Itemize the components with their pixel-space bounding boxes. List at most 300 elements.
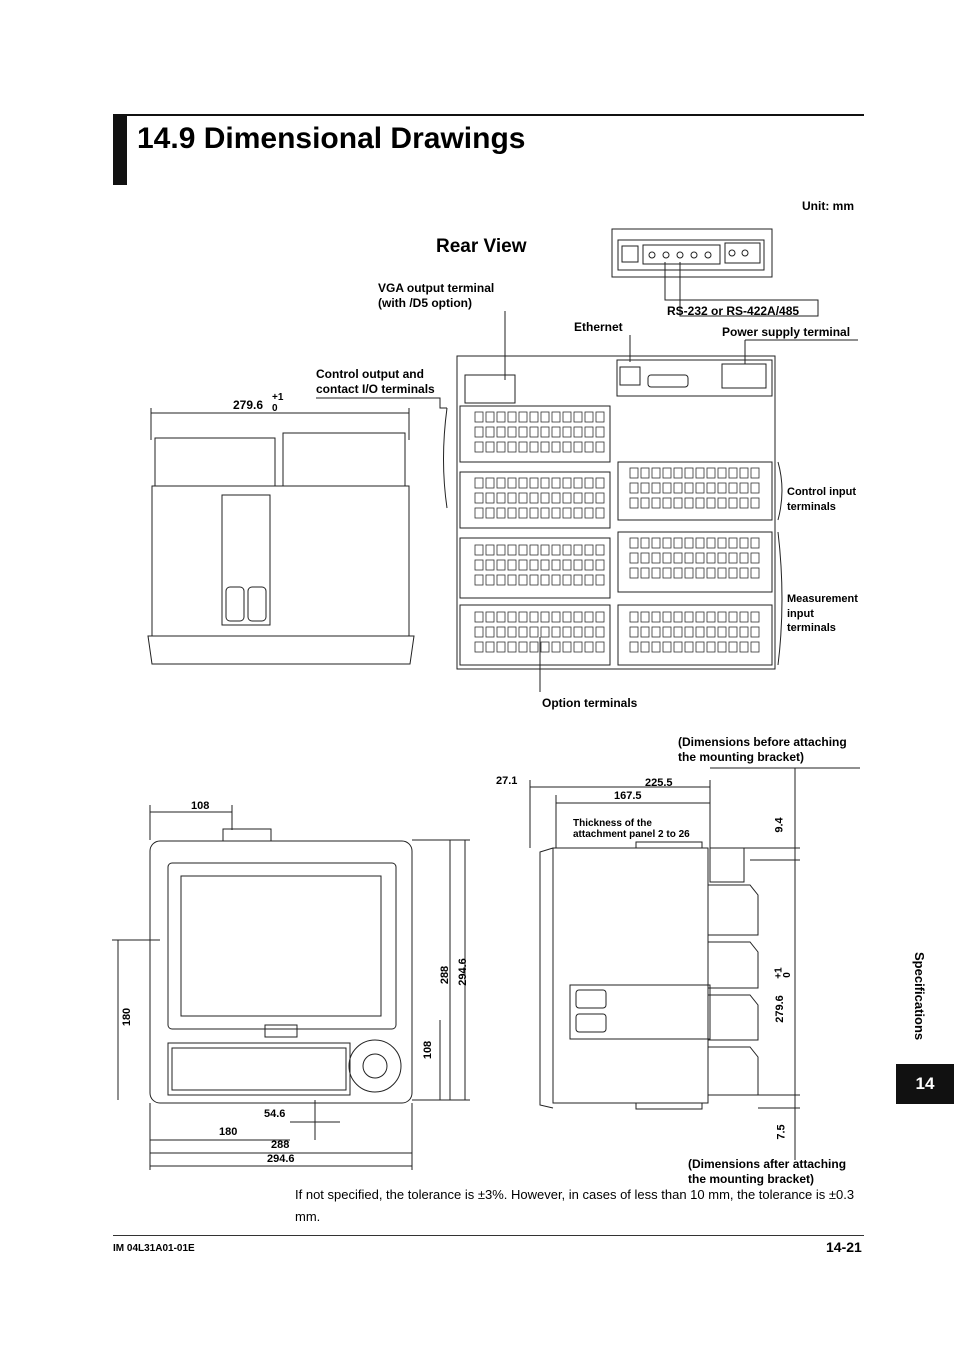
terminal-screw <box>685 642 693 652</box>
dim-front-288-bottom: 288 <box>271 1139 290 1151</box>
terminal-screw <box>585 442 593 452</box>
terminal-screw <box>519 508 527 518</box>
terminal-screw <box>563 560 571 570</box>
terminal-screw <box>674 483 682 493</box>
dim-side-tol-zero: 0 <box>781 972 793 978</box>
terminal-screw <box>563 508 571 518</box>
terminal-screw <box>751 498 759 508</box>
terminal-screw <box>630 642 638 652</box>
terminal-screw <box>641 498 649 508</box>
terminal-screw <box>486 627 494 637</box>
terminal-screw <box>596 412 604 422</box>
terminal-screw <box>729 627 737 637</box>
terminal-screw <box>475 575 483 585</box>
terminal-screw <box>508 642 516 652</box>
terminal-screw <box>663 538 671 548</box>
terminal-screw <box>519 545 527 555</box>
terminal-screw <box>707 627 715 637</box>
terminal-screw <box>552 493 560 503</box>
dim-front-180-left: 180 <box>121 1007 134 1027</box>
terminal-screw <box>530 442 538 452</box>
terminal-screw <box>596 545 604 555</box>
terminal-screw <box>475 508 483 518</box>
terminal-screw <box>751 642 759 652</box>
terminal-screw <box>519 612 527 622</box>
terminal-screw <box>497 612 505 622</box>
terminal-screw <box>674 612 682 622</box>
terminal-screw <box>585 412 593 422</box>
terminal-screw <box>552 412 560 422</box>
terminal-screw <box>674 627 682 637</box>
side-bracket <box>570 985 710 1039</box>
terminal-screw <box>685 468 693 478</box>
terminal-screw <box>574 412 582 422</box>
terminal-screw <box>685 498 693 508</box>
terminal-screw <box>696 612 704 622</box>
terminal-screw <box>574 493 582 503</box>
terminal-screw <box>751 568 759 578</box>
terminal-screw <box>563 427 571 437</box>
terminal-screw <box>707 642 715 652</box>
terminal-screw <box>486 612 494 622</box>
terminal-screw <box>652 642 660 652</box>
terminal-screw <box>718 642 726 652</box>
terminal-screw <box>596 575 604 585</box>
terminal-screw <box>707 553 715 563</box>
terminal-screw <box>718 468 726 478</box>
terminal-screw <box>630 538 638 548</box>
terminal-screw <box>740 468 748 478</box>
terminal-screw <box>596 642 604 652</box>
terminal-screw <box>585 612 593 622</box>
terminal-screw <box>674 498 682 508</box>
terminal-screw <box>674 538 682 548</box>
terminal-screw <box>585 627 593 637</box>
dim-front-54-6: 54.6 <box>264 1108 286 1120</box>
terminal-screw <box>563 642 571 652</box>
side-tab-label: Specifications <box>912 952 927 1041</box>
terminal-screw <box>552 442 560 452</box>
terminal-screw <box>751 612 759 622</box>
dim-side-7-5: 7.5 <box>775 1124 788 1140</box>
terminal-screw <box>475 442 483 452</box>
terminal-screw <box>685 627 693 637</box>
terminal-screw <box>574 612 582 622</box>
terminal-screw <box>508 427 516 437</box>
terminal-screw <box>718 538 726 548</box>
terminal-screw <box>574 560 582 570</box>
label-after-line2: the mounting bracket) <box>688 1172 815 1186</box>
terminal-screw <box>541 478 549 488</box>
terminal-screw <box>530 508 538 518</box>
display-bezel <box>168 863 396 1029</box>
terminal-screw <box>541 545 549 555</box>
terminal-screw <box>530 427 538 437</box>
terminal-screw <box>486 478 494 488</box>
terminal-screw <box>585 545 593 555</box>
terminal-screw <box>652 568 660 578</box>
terminal-screw <box>519 493 527 503</box>
terminal-screw <box>486 508 494 518</box>
terminal-screw <box>486 412 494 422</box>
label-ethernet: Ethernet <box>574 320 623 334</box>
terminal-screw <box>508 493 516 503</box>
terminal-screw <box>563 545 571 555</box>
terminal-screw <box>596 508 604 518</box>
terminal-screw <box>508 508 516 518</box>
terminal-screw <box>475 627 483 637</box>
terminal-screw <box>563 412 571 422</box>
terminal-screw <box>740 553 748 563</box>
terminal-screw <box>508 627 516 637</box>
terminal-screw <box>718 498 726 508</box>
terminal-screw <box>541 575 549 585</box>
terminal-screw <box>641 553 649 563</box>
terminal-screw <box>652 498 660 508</box>
dim-front-294-bottom: 294.6 <box>267 1153 295 1165</box>
label-thickness-line1: Thickness of the <box>573 818 652 829</box>
label-measurement-line1: Measurement <box>787 593 858 605</box>
terminal-screw <box>663 553 671 563</box>
terminal-screw <box>563 627 571 637</box>
terminal-screw <box>652 627 660 637</box>
terminal-screw <box>751 483 759 493</box>
terminal-screw <box>652 483 660 493</box>
terminal-screw <box>563 478 571 488</box>
terminal-screw <box>707 538 715 548</box>
terminal-screw <box>707 568 715 578</box>
terminal-screw <box>596 427 604 437</box>
terminal-screw <box>696 642 704 652</box>
terminal-screw <box>497 412 505 422</box>
terminal-screw <box>729 612 737 622</box>
terminal-screw <box>729 538 737 548</box>
terminal-screw <box>497 442 505 452</box>
footer-rule <box>113 1235 864 1236</box>
terminal-screw <box>552 575 560 585</box>
terminal-screw <box>508 545 516 555</box>
terminal-screw <box>519 642 527 652</box>
terminal-screw <box>729 553 737 563</box>
terminal-screw <box>585 560 593 570</box>
terminal-screw <box>641 642 649 652</box>
top-view-body <box>152 486 409 636</box>
front-panel-door <box>168 1043 350 1095</box>
dim-side-9-4: 9.4 <box>773 817 786 833</box>
side-view-body <box>553 848 708 1103</box>
terminal-screw <box>519 427 527 437</box>
terminal-screw <box>696 568 704 578</box>
terminal-screw <box>663 642 671 652</box>
terminal-screw <box>740 612 748 622</box>
terminal-screw <box>541 412 549 422</box>
label-option-terminals: Option terminals <box>542 696 638 710</box>
terminal-screw <box>497 493 505 503</box>
terminal-screw <box>574 508 582 518</box>
label-before-line2: the mounting bracket) <box>678 750 805 764</box>
terminal-screw <box>729 568 737 578</box>
terminal-screw <box>641 568 649 578</box>
doc-id: IM 04L31A01-01E <box>113 1243 195 1254</box>
terminal-screw <box>707 612 715 622</box>
terminal-screw <box>541 642 549 652</box>
terminal-screw <box>751 627 759 637</box>
terminal-screw <box>652 553 660 563</box>
terminal-screw <box>674 553 682 563</box>
label-vga-line1: VGA output terminal <box>378 281 495 295</box>
left-terminal-blocks <box>460 406 610 665</box>
terminal-screw <box>530 545 538 555</box>
terminal-screw <box>596 627 604 637</box>
dim-front-288-right: 288 <box>439 965 452 985</box>
terminal-screw <box>729 642 737 652</box>
terminal-screw <box>530 642 538 652</box>
terminal-screw <box>486 427 494 437</box>
terminal-screw <box>630 612 638 622</box>
terminal-screw <box>574 545 582 555</box>
label-control-output-line2: contact I/O terminals <box>316 382 435 396</box>
terminal-screw <box>596 612 604 622</box>
terminal-screw <box>663 568 671 578</box>
terminal-screw <box>685 553 693 563</box>
terminal-screw <box>596 442 604 452</box>
terminal-screw <box>596 493 604 503</box>
terminal-screw <box>718 612 726 622</box>
dim-front-108-top: 108 <box>191 800 210 812</box>
terminal-screw <box>530 412 538 422</box>
terminal-screw <box>574 642 582 652</box>
label-power-supply: Power supply terminal <box>722 325 851 339</box>
terminal-screw <box>740 538 748 548</box>
terminal-screw <box>740 642 748 652</box>
terminal-screw <box>740 483 748 493</box>
dim-front-180-bottom: 180 <box>219 1126 238 1138</box>
label-control-input-line1: Control input <box>787 486 857 498</box>
terminal-screw <box>652 612 660 622</box>
chapter-tab[interactable]: 14 <box>896 1064 954 1104</box>
terminal-screw <box>729 483 737 493</box>
terminal-screw <box>541 427 549 437</box>
terminal-screw <box>530 612 538 622</box>
terminal-screw <box>519 442 527 452</box>
terminal-screw <box>475 427 483 437</box>
terminal-screw <box>630 627 638 637</box>
terminal-screw <box>563 575 571 585</box>
label-measurement-line3: terminals <box>787 622 836 634</box>
terminal-screw <box>574 442 582 452</box>
terminal-screw <box>596 478 604 488</box>
terminal-screw <box>585 575 593 585</box>
terminal-screw <box>519 560 527 570</box>
terminal-screw <box>718 627 726 637</box>
terminal-screw <box>630 468 638 478</box>
terminal-screw <box>641 483 649 493</box>
label-measurement-line2: input <box>787 608 814 620</box>
terminal-screw <box>552 560 560 570</box>
terminal-screw <box>519 627 527 637</box>
terminal-screw <box>641 538 649 548</box>
terminal-screw <box>696 483 704 493</box>
terminal-screw <box>530 493 538 503</box>
terminal-screw <box>718 568 726 578</box>
terminal-screw <box>696 538 704 548</box>
dim-side-27-1: 27.1 <box>496 775 518 787</box>
label-thickness-line2: attachment panel 2 to 26 <box>573 829 690 840</box>
terminal-screw <box>497 642 505 652</box>
terminal-screw <box>552 427 560 437</box>
terminal-screw <box>530 575 538 585</box>
terminal-screw <box>630 483 638 493</box>
terminal-screw <box>641 627 649 637</box>
terminal-screw <box>541 560 549 570</box>
label-vga-line2: (with /D5 option) <box>378 296 472 310</box>
terminal-screw <box>475 412 483 422</box>
terminal-screw <box>508 612 516 622</box>
terminal-screw <box>696 627 704 637</box>
terminal-screw <box>729 498 737 508</box>
terminal-screw <box>497 545 505 555</box>
terminal-screw <box>751 538 759 548</box>
terminal-screw <box>674 642 682 652</box>
terminal-screw <box>475 478 483 488</box>
label-control-input-line2: terminals <box>787 501 836 513</box>
terminal-screw <box>486 442 494 452</box>
terminal-screw <box>585 427 593 437</box>
terminal-screw <box>630 568 638 578</box>
terminal-screw <box>541 612 549 622</box>
front-view-body <box>150 841 412 1103</box>
inset-terminal-screws <box>649 250 748 258</box>
side-terminal-covers <box>708 885 758 1095</box>
vga-connector <box>465 375 515 403</box>
terminal-screw <box>585 642 593 652</box>
terminal-screw <box>475 642 483 652</box>
terminal-screw <box>696 498 704 508</box>
terminal-screw <box>519 412 527 422</box>
terminal-screw <box>486 545 494 555</box>
terminal-screw <box>729 468 737 478</box>
terminal-screw <box>486 560 494 570</box>
label-rs232: RS-232 or RS-422A/485 <box>667 304 800 318</box>
terminal-screw <box>663 498 671 508</box>
terminal-screw <box>718 553 726 563</box>
label-before-line1: (Dimensions before attaching <box>678 735 847 749</box>
terminal-screw <box>685 568 693 578</box>
arrow-keypad <box>349 1040 401 1092</box>
terminal-screw <box>541 493 549 503</box>
terminal-screw <box>751 553 759 563</box>
terminal-screw <box>552 612 560 622</box>
terminal-screw <box>519 575 527 585</box>
terminal-screw <box>674 468 682 478</box>
terminal-screw <box>630 553 638 563</box>
terminal-screw <box>707 468 715 478</box>
terminal-screw <box>508 442 516 452</box>
terminal-screw <box>497 627 505 637</box>
terminal-screw <box>574 575 582 585</box>
terminal-screw <box>508 575 516 585</box>
page-number: 14-21 <box>826 1239 862 1255</box>
terminal-screw <box>475 560 483 570</box>
terminal-screw <box>674 568 682 578</box>
dim-front-294-right: 294.6 <box>456 958 469 986</box>
terminal-screw <box>652 538 660 548</box>
dim-side-225-5: 225.5 <box>645 777 673 789</box>
terminal-screw <box>574 627 582 637</box>
terminal-screw <box>574 427 582 437</box>
terminal-screw <box>475 612 483 622</box>
dim-279-6-top: 279.6 <box>233 398 264 412</box>
terminal-screw <box>552 478 560 488</box>
terminal-screw <box>541 508 549 518</box>
terminal-screw <box>740 498 748 508</box>
terminal-screw <box>552 627 560 637</box>
terminal-screw <box>563 612 571 622</box>
terminal-screw <box>707 483 715 493</box>
terminal-screw <box>585 508 593 518</box>
terminal-screw <box>630 498 638 508</box>
terminal-screw <box>696 553 704 563</box>
terminal-screw <box>663 627 671 637</box>
dim-front-108-right: 108 <box>422 1040 435 1060</box>
terminal-screw <box>707 498 715 508</box>
unit-note: Unit: mm <box>802 199 854 213</box>
terminal-screw <box>552 642 560 652</box>
terminal-screw <box>718 483 726 493</box>
page-title: 14.9 Dimensional Drawings <box>137 122 526 155</box>
terminal-screw <box>497 508 505 518</box>
terminal-screw <box>552 508 560 518</box>
label-after-line1: (Dimensions after attaching <box>688 1157 847 1171</box>
terminal-screw <box>641 468 649 478</box>
terminal-screw <box>508 478 516 488</box>
terminal-screw <box>740 627 748 637</box>
terminal-screw <box>519 478 527 488</box>
dim-side-167-5: 167.5 <box>614 790 642 802</box>
terminal-screw <box>740 568 748 578</box>
terminal-screw <box>475 493 483 503</box>
terminal-screw <box>663 468 671 478</box>
label-control-output-line1: Control output and <box>316 367 424 381</box>
dim-side-279-6: 279.6 <box>773 995 786 1023</box>
terminal-screw <box>486 642 494 652</box>
terminal-screw <box>585 478 593 488</box>
terminal-screw <box>652 468 660 478</box>
dim-tol-plus-top: +1 <box>272 392 284 403</box>
terminal-screw <box>486 575 494 585</box>
terminal-screw <box>552 545 560 555</box>
terminal-screw <box>475 545 483 555</box>
terminal-screw <box>696 468 704 478</box>
terminal-screw <box>530 478 538 488</box>
terminal-screw <box>663 612 671 622</box>
terminal-screw <box>685 612 693 622</box>
dim-tol-zero-top: 0 <box>272 403 278 414</box>
terminal-screw <box>497 478 505 488</box>
terminal-screw <box>541 442 549 452</box>
terminal-screw <box>530 560 538 570</box>
terminal-screw <box>508 560 516 570</box>
terminal-screw <box>486 493 494 503</box>
terminal-screw <box>663 483 671 493</box>
tolerance-note: If not specified, the tolerance is ±3%. However, in cases of less than 10 mm, the tolerance is ±0.3 mm. <box>295 1187 855 1224</box>
dim-side-tol-plus: +1 <box>773 967 785 979</box>
rear-view-heading: Rear View <box>436 236 527 257</box>
terminal-screw <box>541 627 549 637</box>
terminal-screw <box>574 478 582 488</box>
terminal-screw <box>497 427 505 437</box>
terminal-screw <box>497 575 505 585</box>
